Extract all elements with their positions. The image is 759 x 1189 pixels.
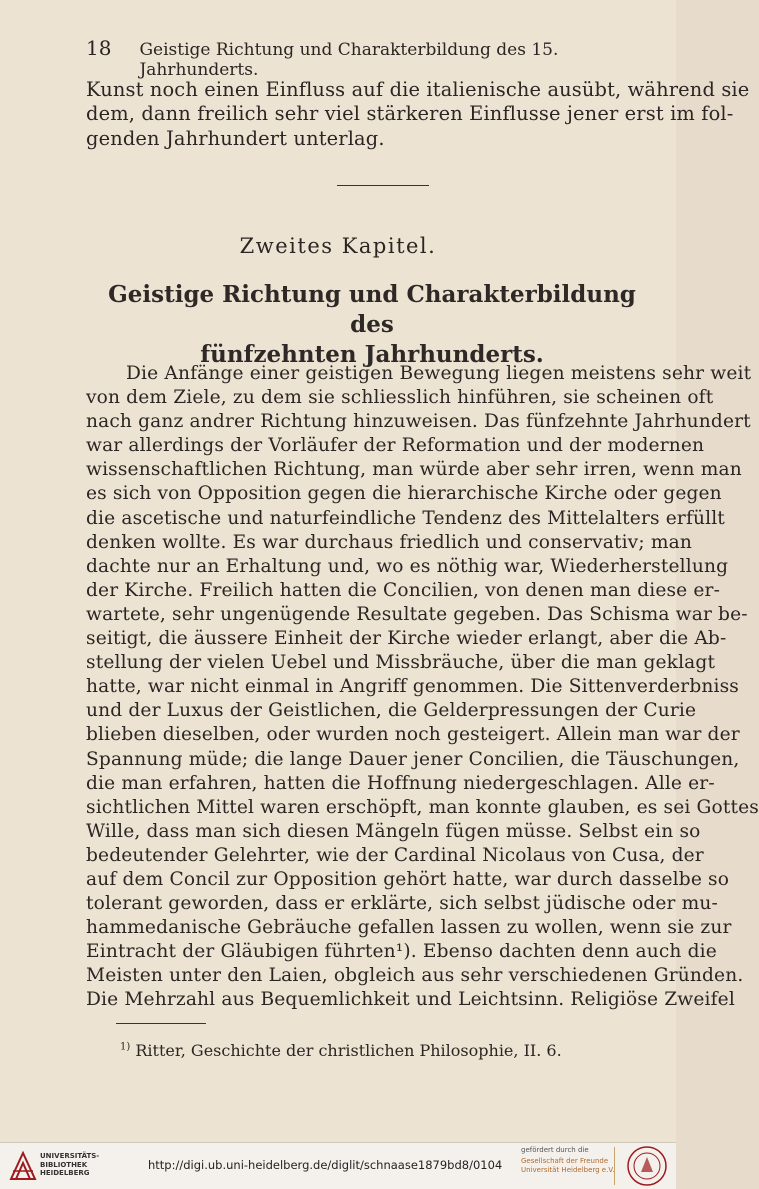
text-line: Eintracht der Gläubigen führten¹). Ebenso dachten denn auch die: [86, 941, 717, 963]
sponsor-line: Universität Heidelberg e.V.: [521, 1166, 615, 1174]
text-line: dachte nur an Erhaltung und, wo es nöthig war, Wiederherstellung: [86, 555, 729, 577]
body-paragraph: [86, 362, 759, 1013]
text-line: seitigt, die äussere Einheit der Kirche wieder erlangt, aber die Ab-: [86, 628, 727, 650]
text-line: war allerdings der Vorläufer der Reformation und der modernen: [86, 435, 705, 457]
footer-separator: [614, 1147, 615, 1185]
text-line: wartete, sehr ungenügende Resultate gegeben. Das Schisma war be-: [86, 603, 748, 625]
text-line: stellung der vielen Uebel und Missbräuche, über die man geklagt: [86, 652, 716, 674]
text-line: von dem Ziele, zu dem sie schliesslich hinführen, sie scheinen oft: [86, 387, 714, 409]
text-line: es sich von Opposition gegen die hierarchische Kirche oder gegen: [86, 483, 722, 505]
footnote: [120, 1041, 562, 1060]
text-line: blieben dieselben, oder wurden noch gesteigert. Allein man war der: [86, 724, 740, 746]
sponsor-label: gefördert durch die: [521, 1146, 589, 1154]
university-seal-icon: [626, 1145, 668, 1187]
text-line: die ascetische und naturfeindliche Tendenz des Mittelalters erfüllt: [86, 507, 725, 529]
text-line: und der Luxus der Geistlichen, die Gelderpressungen der Curie: [86, 700, 697, 722]
text-line: Wille, dass man sich diesen Mängeln fügen müsse. Selbst ein so: [86, 820, 701, 842]
footnote-marker: 1): [120, 1041, 131, 1053]
text-line: hatte, war nicht einmal in Angriff genommen. Die Sittenverderbniss: [86, 676, 739, 698]
intro-paragraph: [86, 78, 750, 151]
chapter-label: Zweites Kapitel.: [239, 234, 437, 258]
text-line: dem, dann freilich sehr viel stärkeren Einflusse jener erst im fol-: [86, 102, 734, 126]
running-header: [86, 36, 626, 80]
page-number: 18: [86, 36, 112, 60]
footnote-text: Ritter, Geschichte der christlichen Philosophie, II. 6.: [135, 1041, 562, 1060]
footnote-divider: [116, 1023, 206, 1024]
text-line: hammedanische Gebräuche gefallen lassen zu wollen, wenn sie zur: [86, 917, 732, 939]
text-line: die man erfahren, hatten die Hoffnung niedergeschlagen. Alle er-: [86, 772, 715, 794]
text-line: Meisten unter den Laien, obgleich aus sehr verschiedenen Gründen.: [86, 965, 744, 987]
chapter-title: [86, 280, 658, 370]
section-divider: [337, 185, 429, 186]
text-line: nach ganz andrer Richtung hinzuweisen. Das fünfzehnte Jahrhundert: [86, 411, 751, 433]
library-name-line: HEIDELBERG: [40, 1169, 90, 1177]
library-name-line: BIBLIOTHEK: [40, 1160, 88, 1169]
sponsor-line: Gesellschaft der Freunde: [521, 1157, 609, 1165]
viewer-footer: [0, 1142, 676, 1189]
text-line: Die Anfänge einer geistigen Bewegung liegen meistens sehr weit: [126, 363, 752, 384]
chapter-title-line: Geistige Richtung und Charakterbildung des: [108, 281, 636, 338]
sponsor-name: [521, 1157, 614, 1175]
text-line: Kunst noch einen Einfluss auf die italienische ausübt, während sie: [86, 78, 750, 101]
library-name: [40, 1152, 99, 1178]
running-title: Geistige Richtung und Charakterbildung des 15. Jahrhunderts.: [139, 40, 559, 80]
text-line: denken wollte. Es war durchaus friedlich und conservativ; man: [86, 531, 692, 553]
chapter-title-line: fünfzehnten Jahrhunderts.: [200, 341, 544, 368]
permalink-url[interactable]: http://digi.ub.uni-heidelberg.de/diglit/schnaase1879bd8/0104: [148, 1158, 503, 1172]
text-line: wissenschaftlichen Richtung, man würde aber sehr irren, wenn man: [86, 459, 742, 481]
text-line: tolerant geworden, dass er erklärte, sich selbst jüdische oder mu-: [86, 893, 718, 915]
text-line: genden Jahrhundert unterlag.: [86, 126, 385, 150]
text-line: sichtlichen Mittel waren erschöpft, man konnte glauben, es sei Gottes: [86, 796, 759, 818]
text-line: Spannung müde; die lange Dauer jener Concilien, die Täuschungen,: [86, 748, 740, 770]
text-line: Die Mehrzahl aus Bequemlichkeit und Leichtsinn. Religiöse Zweifel: [86, 989, 735, 1011]
university-library-logo-icon[interactable]: [8, 1149, 38, 1181]
text-line: bedeutender Gelehrter, wie der Cardinal Nicolaus von Cusa, der: [86, 844, 704, 866]
text-line: auf dem Concil zur Opposition gehört hatte, war durch dasselbe so: [86, 868, 730, 890]
text-line: der Kirche. Freilich hatten die Concilien, von denen man diese er-: [86, 579, 721, 601]
library-name-line: UNIVERSITÄTS-: [40, 1152, 100, 1160]
